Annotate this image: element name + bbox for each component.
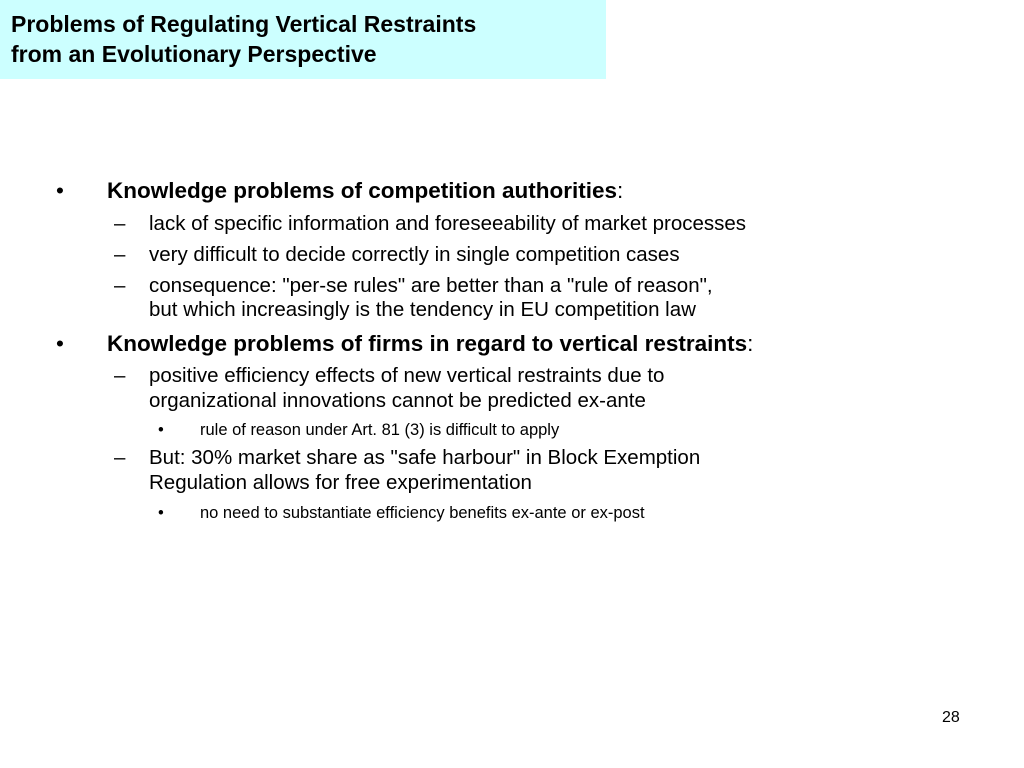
sub-point-text: lack of specific information and foreseeability of market processes <box>149 212 747 235</box>
dash-marker: – <box>114 212 126 235</box>
dash-marker: – <box>114 274 126 297</box>
page-number: 28 <box>942 709 960 726</box>
sub-sub-point-text: rule of reason under Art. 81 (3) is difficult to apply <box>200 421 560 439</box>
bullet-point-suffix: : <box>617 178 624 203</box>
sub-point-text: But: 30% market share as "safe harbour" in Block Exemption <box>149 446 701 469</box>
bullet-point-suffix: : <box>747 331 754 356</box>
dash-marker: – <box>114 243 126 266</box>
bullet-point-heading: Knowledge problems of competition authorities <box>107 178 618 203</box>
slide-title-box <box>0 0 606 79</box>
slide-title-line-1: Problems of Regulating Vertical Restraints <box>11 11 477 37</box>
slide-title-line-2: from an Evolutionary Perspective <box>11 41 377 67</box>
bullet-marker: • <box>56 178 64 203</box>
sub-point-text: organizational innovations cannot be predicted ex-ante <box>149 389 646 412</box>
dash-marker: – <box>114 364 126 387</box>
bullet-marker: • <box>56 331 64 356</box>
sub-point-text: Regulation allows for free experimentation <box>149 471 532 494</box>
sub-point-text: positive efficiency effects of new vertical restraints due to <box>149 364 665 387</box>
bullet-point-text <box>107 177 623 205</box>
sub-sub-point-text: no need to substantiate efficiency benefits ex-ante or ex-post <box>200 504 645 522</box>
bullet-marker: • <box>158 504 164 522</box>
bullet-point-text <box>107 330 753 358</box>
sub-point-text: consequence: "per-se rules" are better than a "rule of reason", <box>149 274 713 297</box>
dash-marker: – <box>114 446 126 469</box>
sub-point-text: but which increasingly is the tendency in EU competition law <box>149 298 696 321</box>
sub-point-text: very difficult to decide correctly in single competition cases <box>149 243 680 266</box>
bullet-marker: • <box>158 421 164 439</box>
bullet-point-heading: Knowledge problems of firms in regard to vertical restraints <box>107 331 748 356</box>
